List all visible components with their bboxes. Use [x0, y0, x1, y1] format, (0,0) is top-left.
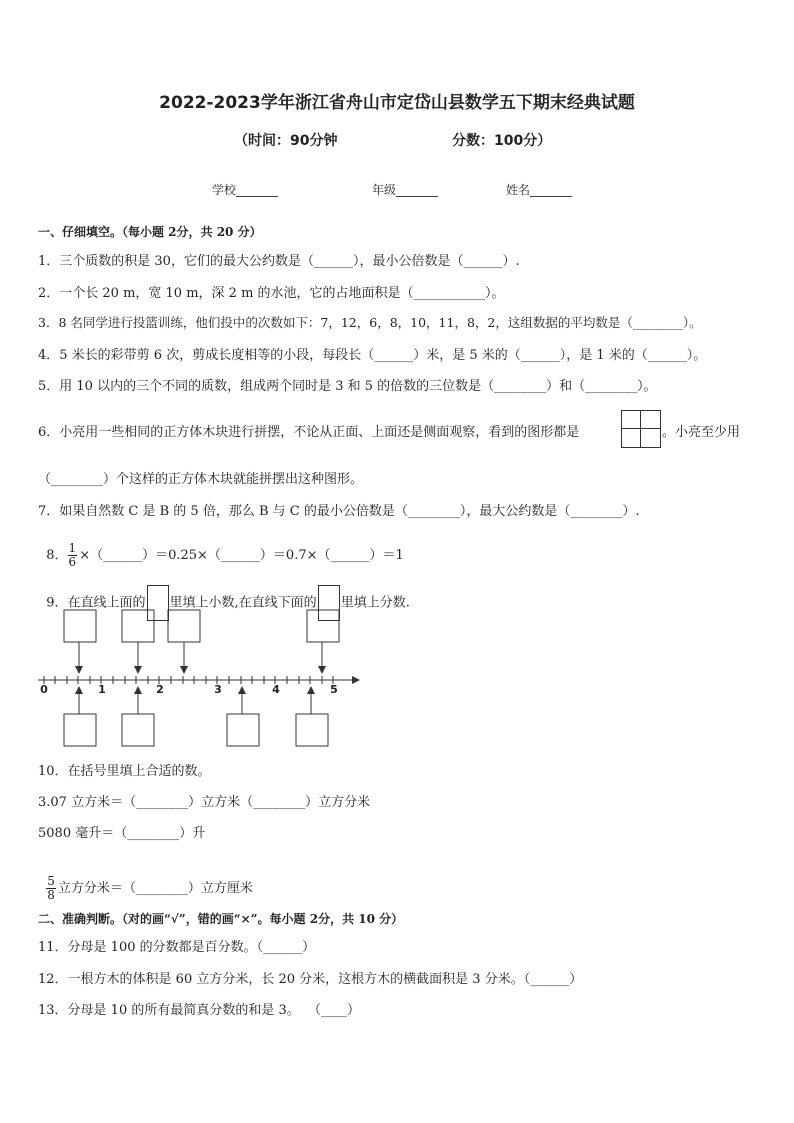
exam-score: 分数：100分）	[452, 133, 552, 149]
question-10-3-text: 立方分米＝（________）立方厘米	[57, 881, 253, 896]
question-6-line-2: （________）个这样的正方体木块就能拼摆出这种图形。	[38, 472, 364, 487]
question-9-part-c: 里填上分数.	[340, 595, 410, 611]
fraction-answer-box[interactable]	[122, 714, 154, 746]
fraction-five-eighths	[46, 875, 56, 902]
question-10-1: 3.07 立方米＝（________）立方米（________）立方分米	[38, 795, 371, 810]
section-heading-1: 一、仔细填空。（每小题 2分，共 20 分）	[38, 225, 262, 239]
fraction-answer-box[interactable]	[296, 714, 328, 746]
question-10-3	[38, 860, 253, 902]
decimal-answer-box[interactable]	[64, 610, 96, 642]
question-12: 12．一根方木的体积是 60 立方分米，长 20 分米，这根方木的横截面积是 3 分米。（______）	[38, 972, 583, 987]
question-6-continued: 。小亮至少用	[662, 425, 741, 440]
question-3: 3．8 名同学进行投篮训练，他们投中的次数如下：7，12，6，8，10，11，8，2，这组数据的平均数是（________）。	[38, 315, 702, 330]
question-8-text: ×（______）＝0.25×（______）＝0.7×（______）＝1	[79, 548, 404, 563]
fraction-answer-box[interactable]	[64, 714, 96, 746]
decimal-answer-box[interactable]	[122, 610, 154, 642]
tick-label: 3	[214, 683, 222, 696]
tick-label: 0	[40, 683, 48, 696]
question-6: 6．小亮用一些相同的正方体木块进行拼摆，不论从正面、上面还是侧面观察，看到的图形都是	[38, 425, 580, 440]
section-heading-2: 二、准确判断。（对的画“√”，错的画“×”。每小题 2分，共 10 分）	[38, 912, 404, 926]
question-4: 4．5 米长的彩带剪 6 次，剪成长度相等的小段，每段长（______）米，是 5 米的（______），是 1 米的（______）。	[38, 348, 707, 363]
question-5: 5．用 10 以内的三个不同的质数，组成两个同时是 3 和 5 的倍数的三位数是（________）和（________）。	[38, 379, 657, 394]
question-10: 10．在括号里填上合适的数。	[38, 764, 211, 779]
tick-label: 2	[156, 683, 164, 696]
arrow-right-icon	[352, 676, 360, 684]
fraction-answer-box[interactable]	[227, 714, 259, 746]
tick-label: 5	[330, 683, 338, 696]
decimal-answer-box[interactable]	[307, 610, 339, 642]
question-9-part-b: 里填上小数,在直线下面的	[169, 595, 317, 611]
exam-time: （时间：90分钟	[234, 133, 338, 149]
question-9-part-a: 9．在直线上面的	[46, 595, 146, 611]
grade-field[interactable]: 年级_______	[372, 183, 439, 197]
fraction-numerator: 1	[68, 541, 77, 555]
question-13: 13．分母是 10 的所有最简真分数的和是 3。 （____）	[38, 1003, 361, 1018]
tick-label: 1	[98, 683, 106, 696]
decimal-answer-box[interactable]	[168, 610, 200, 642]
school-field[interactable]: 学校_______	[212, 183, 279, 197]
fraction-denominator: 6	[68, 555, 77, 569]
question-10-2: 5080 毫升＝（________）升	[38, 826, 206, 841]
fraction-numerator: 5	[47, 874, 55, 888]
tick-label: 4	[272, 683, 280, 696]
page-title: 2022-2023学年浙江省舟山市定岱山县数学五下期末经典试题	[159, 93, 635, 113]
question-11: 11．分母是 100 的分数都是百分数。（______）	[38, 940, 316, 955]
question-7: 7．如果自然数 C 是 B 的 5 倍，那么 B 与 C 的最小公倍数是（________），最大公约数是（________）.	[38, 504, 640, 519]
name-field[interactable]: 姓名_______	[506, 183, 573, 197]
fraction-denominator: 8	[47, 888, 55, 902]
question-8-prefix: 8．	[46, 548, 68, 563]
question-2: 2．一个长 20 m，宽 10 m，深 2 m 的水池，它的占地面积是（___________）。	[38, 286, 505, 301]
question-1: 1．三个质数的积是 30，它们的最大公约数是（______），最小公倍数是（______）.	[38, 254, 520, 269]
